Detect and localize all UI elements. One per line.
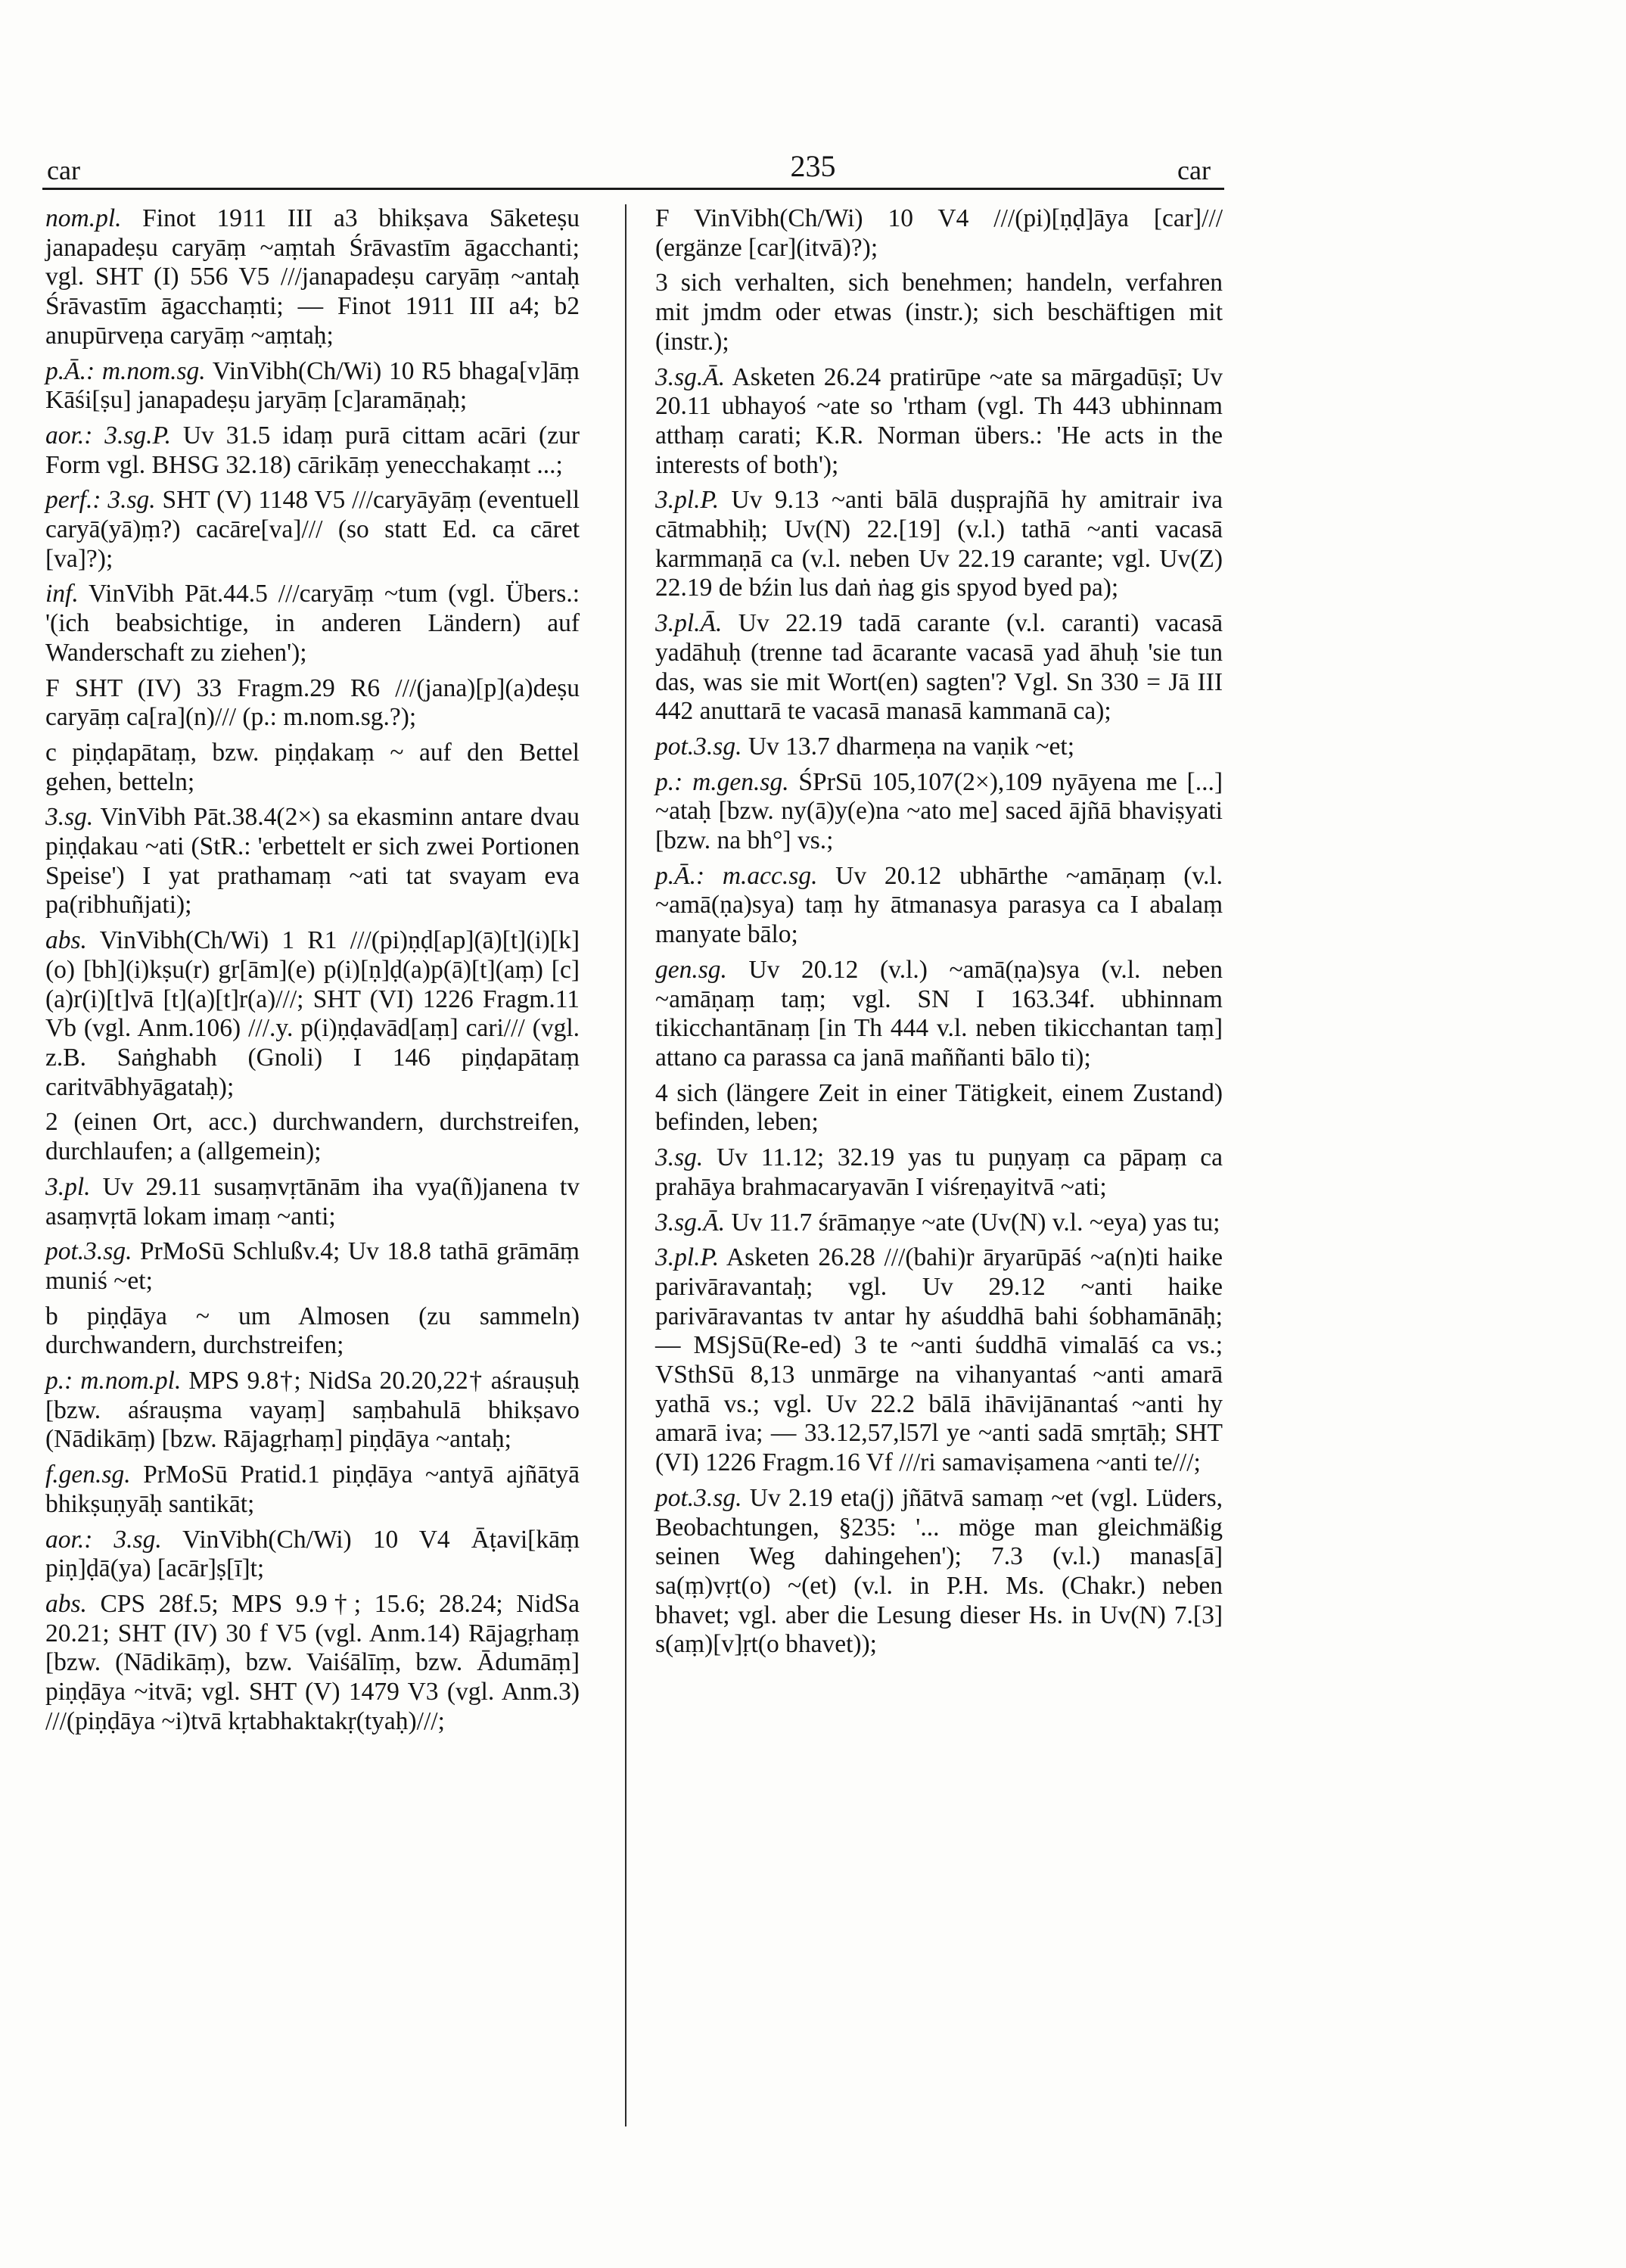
grammar-label: gen.sg. — [655, 955, 727, 984]
dictionary-entry — [655, 1209, 1223, 1238]
dictionary-entry — [45, 1461, 580, 1519]
grammar-label: 3.pl. — [45, 1172, 91, 1201]
entry-text: Uv 29.11 susaṃvṛtānām iha vya(ñ)janena tv asaṃvṛtā lokam imaṃ ~anti; — [45, 1172, 580, 1230]
entry-text: Uv 13.7 dharmeṇa na vaṇik ~et; — [741, 732, 1075, 761]
header-rule — [42, 188, 1224, 190]
entry-text: Uv 31.5 idaṃ purā cittam acāri (zur Form vgl. BHSG 32.18) cārikāṃ yenecchakaṃt ...; — [45, 421, 580, 479]
entry-text: MPS 9.8†; NidSa 20.20,22† aśrauṣuḥ [bzw. aśrauṣma vayaṃ] saṃbahulā bhikṣavo (Nādikāṃ) [bzw. Rājagṛhaṃ] piṇḍāya ~antaḥ; — [45, 1367, 580, 1454]
header-right-headword: car — [1177, 155, 1211, 185]
dictionary-entry — [45, 1526, 580, 1584]
dictionary-entry — [45, 580, 580, 667]
dictionary-entry — [45, 1590, 580, 1737]
dictionary-entry — [45, 486, 580, 574]
entry-text: Uv 11.7 śrāmaṇye ~ate (Uv(N) v.l. ~eya) yas tu; — [725, 1208, 1220, 1237]
entry-text: F VinVibh(Ch/Wi) 10 V4 ///(pi)[ṇḍ]āya [car]/// (ergänze [car](itvā)?); — [655, 204, 1223, 262]
dictionary-entry — [655, 956, 1223, 1073]
dictionary-entry — [45, 1108, 580, 1166]
right-column — [655, 204, 1223, 1666]
grammar-label: inf. — [45, 580, 79, 608]
column-divider — [625, 204, 626, 2126]
dictionary-entry — [45, 926, 580, 1102]
dictionary-entry — [45, 1173, 580, 1231]
grammar-label: p.Ā.: m.acc.sg. — [655, 861, 818, 890]
entry-text: Uv 22.19 tadā carante (v.l. caranti) vacasā yadāhuḥ (trenne tad ācarante vacasā yad āhuḥ 'sie tun das, was sie mit Wort(en) sagten'? Vgl. Sn 330 = Jā III 442 anuttarā te vacasā manasā kammanā ca); — [655, 609, 1223, 726]
entry-text: VinVibh(Ch/Wi) 1 R1 ///(pi)ṇḍ[ap](ā)[t](i)[k](o) [bh](i)kṣu(r) gr[ām](e) p(i)[ṇ]ḍ(a)p(ā)[t](aṃ) [c](a)r(i)[t]vā [t](a)[t]r(a)///; SHT (VI) 1226 Fragm.11 Vb (vgl. Anm.106) ///.y. p(i)ṇḍavād[aṃ] cari/// (vgl. z.B. Saṅghabh (Gnoli) I 146 piṇḍapātaṃ caritvābhyāgataḥ); — [45, 926, 580, 1101]
dictionary-entry — [45, 803, 580, 920]
dictionary-entry — [45, 422, 580, 480]
entry-text: c piṇḍapātaṃ, bzw. piṇḍakaṃ ~ auf den Bettel gehen, betteln; — [45, 738, 580, 796]
grammar-label: 3.sg.Ā. — [655, 362, 726, 391]
entry-text: Asketen 26.24 pratirūpe ~ate sa mārgadūṣī; Uv 20.11 ubhayoś ~ate so 'rtham (vgl. Th 443 ubhinnam atthaṃ carati; K.R. Norman übers.: 'He acts in the interests of both'); — [655, 362, 1223, 479]
grammar-label: perf.: 3.sg. — [45, 486, 156, 515]
grammar-label: 3.sg. — [655, 1143, 704, 1172]
grammar-label: pot.3.sg. — [45, 1237, 132, 1266]
entry-text: b piṇḍāya ~ um Almosen (zu sammeln) durchwandern, durchstreifen; — [45, 1302, 580, 1360]
running-header — [0, 148, 1626, 186]
entry-text: ŚPrSū 105,107(2×),109 nyāyena me [...] ~ataḥ [bzw. ny(ā)y(e)na ~ato me] saced ājñā bhaviṣyati [bzw. na bh°] vs.; — [655, 767, 1223, 855]
entry-text: Uv 20.12 (v.l.) ~amā(ṇa)sya (v.l. neben ~amāṇaṃ taṃ; vgl. SN I 163.34f. ubhinnam tikicchantānaṃ [in Th 444 v.l. neben tikicchantan taṃ] attano ca parassa ca janā maññanti bālo ti); — [655, 955, 1223, 1072]
grammar-label: aor.: 3.sg.P. — [45, 421, 172, 450]
dictionary-entry — [655, 733, 1223, 762]
grammar-label: 3.pl.Ā. — [655, 609, 723, 638]
grammar-label: p.: m.gen.sg. — [655, 767, 789, 796]
dictionary-entry — [655, 1484, 1223, 1660]
entry-text: Uv 9.13 ~anti bālā duṣprajñā hy amitrair iva cātmabhiḥ; Uv(N) 22.[19] (v.l.) tathā ~anti vacasā karmmaṇā ca (v.l. neben Uv 22.19 carante; vgl. Uv(Z) 22.19 de bźin lus daṅ ṅag gis spyod byed pa); — [655, 486, 1223, 602]
left-column — [45, 204, 580, 1742]
entry-text: Uv 11.12; 32.19 yas tu puṇyaṃ ca pāpaṃ ca prahāya brahmacaryavān I viśreṇayitvā ~ati; — [655, 1143, 1223, 1201]
entry-text: VinVibh Pāt.44.5 ///caryāṃ ~tum (vgl. Übers.: '(ich beabsichtige, in anderen Ländern) auf Wanderschaft zu ziehen'); — [45, 580, 580, 667]
entry-text: PrMoSū Pratid.1 piṇḍāya ~antyā ajñātyā bhikṣuṇyāḥ santikāt; — [45, 1461, 580, 1518]
grammar-label: f.gen.sg. — [45, 1461, 131, 1489]
dictionary-entry — [655, 862, 1223, 950]
grammar-label: p.Ā.: m.nom.sg. — [45, 356, 206, 385]
grammar-label: 3.pl.P. — [655, 486, 720, 515]
dictionary-entry — [655, 486, 1223, 603]
grammar-label: 3.pl.P. — [655, 1243, 720, 1272]
dictionary-entry — [45, 739, 580, 797]
grammar-label: pot.3.sg. — [655, 1483, 742, 1512]
dictionary-entry — [655, 768, 1223, 856]
dictionary-entry — [45, 674, 580, 733]
dictionary-entry — [45, 1237, 580, 1296]
entry-text: 4 sich (längere Zeit in einer Tätigkeit, einem Zustand) befinden, leben; — [655, 1078, 1223, 1137]
grammar-label: nom.pl. — [45, 204, 122, 232]
grammar-label: abs. — [45, 1589, 87, 1618]
dictionary-entry — [45, 1302, 580, 1361]
dictionary-entry — [45, 1367, 580, 1454]
dictionary-entry — [655, 1079, 1223, 1137]
dictionary-entry — [655, 363, 1223, 481]
grammar-label: 3.sg.Ā. — [655, 1208, 726, 1237]
grammar-label: aor.: 3.sg. — [45, 1525, 162, 1554]
entry-text: Uv 20.12 ubhārthe ~amāṇaṃ (v.l. ~amā(ṇa)sya) taṃ hy ātmanasya parasya ca I abalaṃ manyate bālo; — [655, 861, 1223, 949]
page-number: 235 — [790, 149, 836, 183]
grammar-label: 3.sg. — [45, 803, 94, 832]
dictionary-entry — [655, 1243, 1223, 1478]
dictionary-entry — [655, 1143, 1223, 1202]
entry-text: 3 sich verhalten, sich benehmen; handeln, verfahren mit jmdm oder etwas (instr.); sich beschäftigen mit (instr.); — [655, 269, 1223, 356]
grammar-label: p.: m.nom.pl. — [45, 1367, 182, 1395]
grammar-label: abs. — [45, 926, 87, 955]
entry-text: CPS 28f.5; MPS 9.9†; 15.6; 28.24; NidSa 20.21; SHT (IV) 30 f V5 (vgl. Anm.14) Rājagṛhaṃ [bzw. (Nādikāṃ), bzw. Vaiśālīṃ, bzw. Ādumāṃ] piṇḍāya ~itvā; vgl. SHT (V) 1479 V3 (vgl. Anm.3) ///(piṇḍāya ~i)tvā kṛtabhaktakṛ(tyaḥ)///; — [45, 1589, 580, 1735]
dictionary-entry — [655, 204, 1223, 263]
dictionary-entry — [655, 609, 1223, 726]
entry-text: Asketen 26.28 ///(bahi)r āryarūpāś ~a(n)ti haike parivāravantaḥ; vgl. Uv 29.12 ~anti haike parivāravantas tv antar hy aśuddhā bahi śobhamānāḥ; — MSjSū(Re-ed) 3 te ~anti śuddhā vimalāś ca vs.; VSthSū 8,13 unmārge na vihanyantaś ~anti amarā yathā vs.; vgl. Uv 22.2 bālā ihāvijānantaś ~anti hy amarā iva; — 33.12,57,l57l ye ~anti sadā smṛtāḥ; SHT (VI) 1226 Fragm.16 Vf ///ri samaviṣamena ~anti te///; — [655, 1243, 1223, 1477]
entry-text: F SHT (IV) 33 Fragm.29 R6 ///(jana)[p](a)deṣu caryāṃ ca[ra](n)/// (p.: m.nom.sg.?); — [45, 674, 580, 732]
entry-text: SHT (V) 1148 V5 ///caryāyāṃ (eventuell caryā(yā)ṃ?) cacāre[va]/// (so statt Ed. ca cāret [va]?); — [45, 486, 580, 573]
entry-text: VinVibh Pāt.38.4(2×) sa ekasminn antare dvau piṇḍakau ~ati (StR.: 'erbettelt er sich zwei Portionen Speise') I yat prathamaṃ ~ati tat svayam eva pa(ribhuñjati); — [45, 803, 580, 919]
entry-text: VinVibh(Ch/Wi) 10 V4 Āṭavi[kāṃ piṇ]ḍā(ya) [acār]ṣ[ī]t; — [45, 1525, 580, 1583]
grammar-label: pot.3.sg. — [655, 732, 742, 761]
dictionary-entry — [45, 357, 580, 415]
entry-text: PrMoSū Schlußv.4; Uv 18.8 tathā grāmāṃ muniś ~et; — [45, 1237, 580, 1295]
entry-text: Uv 2.19 eta(j) jñātvā samaṃ ~et (vgl. Lüders, Beobachtungen, §235: '... möge man gleichmäßig seinen Weg dahingehen'); 7.3 (v.l.) manas[ā] sa(ṃ)vṛt(o) ~(et) (v.l. in P.H. Ms. (Chakr.) neben bhavet; vgl. aber die Lesung dieser Hs. in Uv(N) 7.[3] s(aṃ)[v]ṛt(o bhavet)); — [655, 1483, 1223, 1659]
entry-text: VinVibh(Ch/Wi) 10 R5 bhaga[v]āṃ Kāśi[ṣu] janapadeṣu jaryāṃ [c]aramāṇaḥ; — [45, 356, 580, 415]
dictionary-entry — [655, 269, 1223, 356]
dictionary-entry — [45, 204, 580, 351]
header-left-headword: car — [47, 155, 80, 185]
entry-text: 2 (einen Ort, acc.) durchwandern, durchstreifen, durchlaufen; a (allgemein); — [45, 1108, 580, 1166]
entry-text: Finot 1911 III a3 bhikṣava Sāketeṣu janapadeṣu caryāṃ ~aṃtah Śrāvastīm āgacchanti; vgl. SHT (I) 556 V5 ///janapadeṣu caryāṃ ~antaḥ Śrāvastīm āgacchaṃti; — Finot 1911 III a4; b2 anupūrveṇa caryāṃ ~aṃtaḥ; — [45, 204, 580, 350]
